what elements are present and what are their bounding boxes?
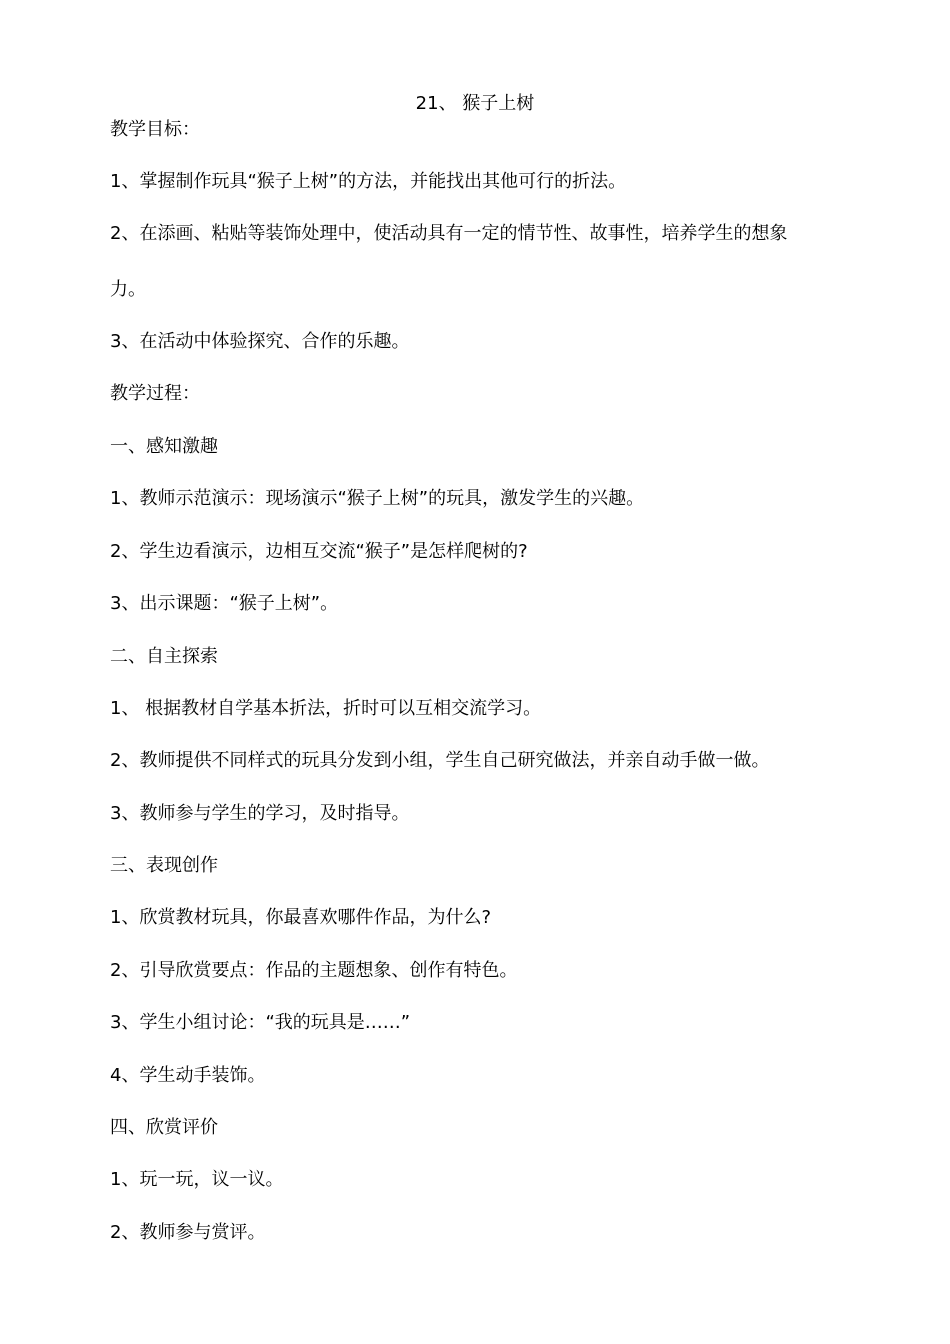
step-2-item-3: 3、教师参与学生的学习，及时指导。 <box>110 803 410 824</box>
objective-2-continued: 力。 <box>110 279 146 300</box>
step-2-item-1: 1、 根据教材自学基本折法，折时可以互相交流学习。 <box>110 698 542 719</box>
step-2-item-2: 2、教师提供不同样式的玩具分发到小组，学生自己研究做法，并亲自动手做一做。 <box>110 750 770 771</box>
step-3-item-4: 4、学生动手装饰。 <box>110 1065 266 1086</box>
step-4-item-2: 2、教师参与赏评。 <box>110 1222 266 1243</box>
document-title: 21、 猴子上树 <box>415 93 535 114</box>
step-1-item-2: 2、学生边看演示，边相互交流“猴子”是怎样爬树的? <box>110 541 528 562</box>
step-1-item-3: 3、出示课题：“猴子上树”。 <box>110 593 339 614</box>
step-4-item-1: 1、玩一玩，议一议。 <box>110 1169 284 1190</box>
step-heading-3: 三、表现创作 <box>110 855 218 876</box>
objective-3: 3、在活动中体验探究、合作的乐趣。 <box>110 331 410 352</box>
step-1-item-1: 1、教师示范演示：现场演示“猴子上树”的玩具，激发学生的兴趣。 <box>110 488 645 509</box>
step-heading-2: 二、自主探索 <box>110 646 218 667</box>
objective-2: 2、在添画、粘贴等装饰处理中，使活动具有一定的情节性、故事性，培养学生的想象 <box>110 223 788 244</box>
step-heading-1: 一、感知激趣 <box>110 436 218 457</box>
step-3-item-2: 2、引导欣赏要点：作品的主题想象、创作有特色。 <box>110 960 518 981</box>
step-3-item-3: 3、学生小组讨论：“我的玩具是……” <box>110 1012 411 1033</box>
step-3-item-1: 1、欣赏教材玩具，你最喜欢哪件作品，为什么? <box>110 907 492 928</box>
section-heading-process: 教学过程： <box>110 383 200 404</box>
section-heading-objectives: 教学目标： <box>110 119 200 140</box>
step-heading-4: 四、欣赏评价 <box>110 1117 218 1138</box>
objective-1: 1、掌握制作玩具“猴子上树”的方法，并能找出其他可行的折法。 <box>110 171 627 192</box>
